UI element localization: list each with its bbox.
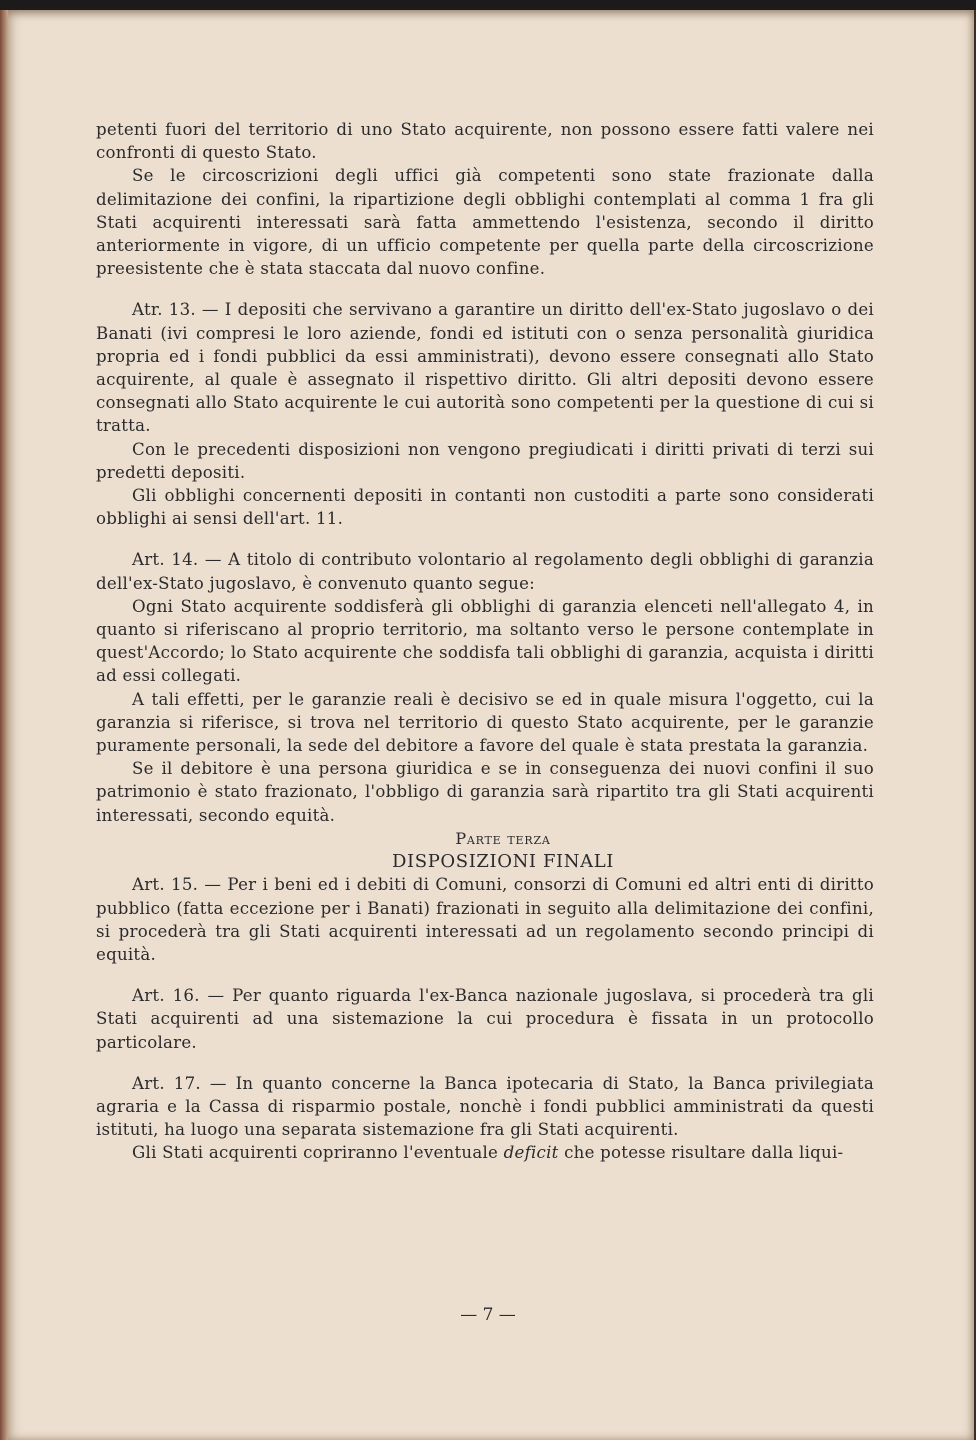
italic-term: deficit xyxy=(503,1143,559,1163)
paragraph: Se il debitore è una persona giuridica e se in conseguenza dei nuovi confini il suo patrimonio è stato frazionato, l'obbligo di garanzia sarà ripartito tra gli Stati acquirenti interessati, secondo equità. xyxy=(96,759,874,825)
binding-edge xyxy=(0,10,8,1440)
paragraph xyxy=(96,1141,874,1164)
part-label: Parte terza xyxy=(455,828,551,848)
article-17: Art. 17. — In quanto concerne la Banca ipotecaria di Stato, la Banca privilegiata agraria e la Cassa di risparmio postale, nonchè i fondi pubblici amministrati da questi istituti, ha luogo una separata sistemazione fra gli Stati acquirenti. xyxy=(96,1073,874,1140)
article-13: Atr. 13. — I depositi che servivano a garantire un diritto dell'ex-Stato jugoslavo o dei Banati (ivi compresi le loro aziende, fondi ed istituti con o senza personalità giuridica propria ed i fondi pubblici da essi amministrati), devono essere consegnati allo Stato acquirente, al quale è assegnato il rispettivo diritto. Gli altri depositi devono essere consegnati allo Stato acquirente le cui autorità sono competenti per la questione di cui si tratta. xyxy=(96,300,874,436)
article-15: Art. 15. — Per i beni ed i debiti di Comuni, consorzi di Comuni ed altri enti di diritto pubblico (fatta eccezione per i Banati) frazionati in seguito alla delimitazione dei confini, si procederà tra gli Stati acquirenti interessati ad un regolamento secondo principi di equità. xyxy=(96,875,874,964)
paragraph: A tali effetti, per le garanzie reali è decisivo se ed in quale misura l'oggetto, cui la garanzia si riferisce, si trova nel territorio di questo Stato acquirente, per le garanzie puramente personali, la sede del debitore a favore del quale è stata prestata la garanzia. xyxy=(96,689,874,756)
article-14: Art. 14. — A titolo di contributo volontario al regolamento degli obblighi di garanzia dell'ex-Stato jugoslavo, è convenuto quanto segue: xyxy=(96,550,874,593)
paragraph: Ogni Stato acquirente soddisferà gli obblighi di garanzia elenceti nell'allegato 4, in quanto si riferiscano al proprio territorio, ma soltanto verso le persone contemplate in quest'Accordo; lo Stato acquirente che soddisfa tali obblighi di garanzia, acquista i diritti ad essi collegati. xyxy=(96,596,874,686)
paragraph: Gli obblighi concernenti depositi in contanti non custoditi a parte sono considerati obblighi ai sensi dell'art. 11. xyxy=(96,486,874,529)
page-number: — 7 — xyxy=(460,1305,516,1325)
section-title: DISPOSIZIONI FINALI xyxy=(392,851,614,873)
text-run: Gli Stati acquirenti copriranno l'eventuale xyxy=(132,1143,504,1163)
scan-top-border xyxy=(0,0,976,10)
article-16: Art. 16. — Per quanto riguarda l'ex-Banca nazionale jugoslava, si procederà tra gli Stati acquirenti ad una sistemazione la cui procedura è fissata in un protocollo particolare. xyxy=(96,986,874,1052)
text-run: che potesse risultare dalla liqui- xyxy=(558,1143,844,1163)
paragraph: Con le precedenti disposizioni non vengono pregiudicati i diritti privati di terzi sui predetti depositi. xyxy=(96,439,874,482)
paragraph: petenti fuori del territorio di uno Stato acquirente, non possono essere fatti valere nei confronti di questo Stato. xyxy=(96,120,874,163)
page-body xyxy=(96,118,874,1165)
paragraph: Se le circoscrizioni degli uffici già competenti sono state frazionate dalla delimitazione dei confini, la ripartizione degli obblighi contemplati al comma 1 fra gli Stati acquirenti interessati sarà fatta ammettendo l'esistenza, secondo il diritto anteriormente in vigore, di un ufficio competente per quella parte della circoscrizione preesistente che è stata staccata dal nuovo confine. xyxy=(96,166,874,279)
